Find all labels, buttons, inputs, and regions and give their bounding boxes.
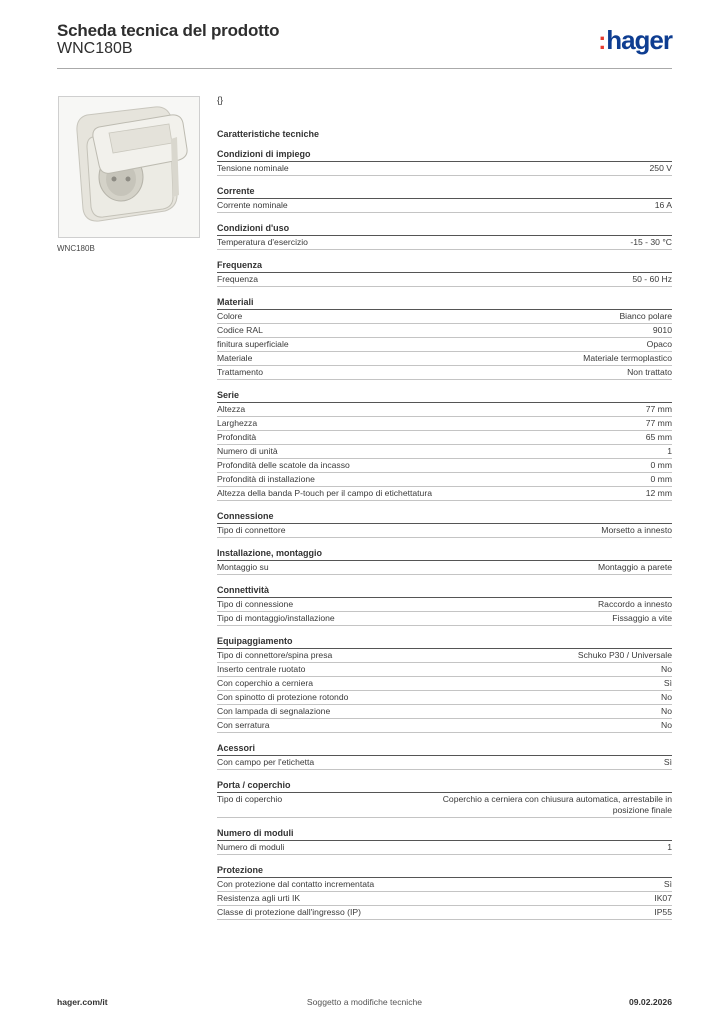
spec-label: Materiale bbox=[217, 353, 253, 363]
spec-label: Trattamento bbox=[217, 367, 264, 377]
spec-section bbox=[217, 510, 672, 538]
spec-section bbox=[217, 547, 672, 575]
section-title: Connettività bbox=[217, 584, 672, 598]
spec-value: Montaggio a parete bbox=[597, 562, 672, 572]
spec-label: finitura superficiale bbox=[217, 339, 289, 349]
spec-label: Corrente nominale bbox=[217, 200, 288, 210]
section-title: Protezione bbox=[217, 864, 672, 878]
spec-value: Sì bbox=[663, 879, 672, 889]
spec-row bbox=[217, 162, 672, 176]
page-title: Scheda tecnica del prodotto bbox=[57, 21, 280, 40]
spec-value: 16 A bbox=[654, 200, 672, 210]
spec-value: 0 mm bbox=[650, 474, 672, 484]
spec-value: Coperchio a cerniera con chiusura automatica, arrestabile in posizione finale bbox=[442, 794, 672, 815]
spec-row bbox=[217, 310, 672, 324]
spec-label: Numero di moduli bbox=[217, 842, 285, 852]
spec-label: Con campo per l'etichetta bbox=[217, 757, 315, 767]
spec-label: Tipo di connettore/spina presa bbox=[217, 650, 333, 660]
spec-row bbox=[217, 236, 672, 250]
spec-value: 9010 bbox=[652, 325, 672, 335]
page-footer bbox=[57, 997, 672, 1009]
spec-value: Fissaggio a vite bbox=[612, 613, 672, 623]
spec-row bbox=[217, 324, 672, 338]
spec-label: Colore bbox=[217, 311, 243, 321]
spec-row bbox=[217, 649, 672, 663]
spec-section bbox=[217, 389, 672, 501]
spec-row bbox=[217, 352, 672, 366]
section-title: Corrente bbox=[217, 185, 672, 199]
spec-row bbox=[217, 473, 672, 487]
spec-row bbox=[217, 338, 672, 352]
spec-label: Con coperchio a cerniera bbox=[217, 678, 314, 688]
hager-logo bbox=[598, 27, 672, 54]
spec-row bbox=[217, 663, 672, 677]
spec-value: 250 V bbox=[649, 163, 672, 173]
section-title: Equipaggiamento bbox=[217, 635, 672, 649]
section-title: Connessione bbox=[217, 510, 672, 524]
footer-note: Soggetto a modifiche tecniche bbox=[306, 997, 423, 1007]
spec-value: 0 mm bbox=[650, 460, 672, 470]
spec-label: Con protezione dal contatto incrementata bbox=[217, 879, 375, 889]
spec-section bbox=[217, 584, 672, 626]
section-title: Materiali bbox=[217, 296, 672, 310]
page-header bbox=[57, 20, 672, 70]
spec-sections bbox=[217, 148, 672, 920]
braces-text: {} bbox=[217, 95, 224, 105]
spec-label: Tensione nominale bbox=[217, 163, 289, 173]
spec-section bbox=[217, 864, 672, 920]
spec-row bbox=[217, 612, 672, 626]
spec-content bbox=[217, 93, 672, 929]
spec-row bbox=[217, 445, 672, 459]
spec-row bbox=[217, 598, 672, 612]
spec-label: Numero di unità bbox=[217, 446, 278, 456]
section-title: Condizioni d'uso bbox=[217, 222, 672, 236]
spec-row bbox=[217, 431, 672, 445]
spec-section bbox=[217, 222, 672, 250]
spec-label: Tipo di connettore bbox=[217, 525, 286, 535]
spec-label: Altezza bbox=[217, 404, 246, 414]
spec-row bbox=[217, 677, 672, 691]
spec-row bbox=[217, 793, 672, 818]
spec-row bbox=[217, 459, 672, 473]
spec-label: Frequenza bbox=[217, 274, 259, 284]
product-image bbox=[58, 96, 200, 238]
footer-website: hager.com/it bbox=[57, 997, 108, 1007]
spec-row bbox=[217, 691, 672, 705]
spec-value: Bianco polare bbox=[619, 311, 672, 321]
spec-label: Larghezza bbox=[217, 418, 258, 428]
spec-label: Inserto centrale ruotato bbox=[217, 664, 306, 674]
spec-value: 12 mm bbox=[645, 488, 672, 498]
spec-section bbox=[217, 148, 672, 176]
spec-value: Opaco bbox=[646, 339, 672, 349]
spec-row bbox=[217, 561, 672, 575]
spec-value: No bbox=[661, 720, 672, 730]
spec-label: Con lampada di segnalazione bbox=[217, 706, 331, 716]
section-title: Condizioni di impiego bbox=[217, 148, 672, 162]
section-title: Installazione, montaggio bbox=[217, 547, 672, 561]
spec-label: Con spinotto di protezione rotondo bbox=[217, 692, 349, 702]
section-title: Numero di moduli bbox=[217, 827, 672, 841]
spec-row bbox=[217, 705, 672, 719]
spec-label: Temperatura d'esercizio bbox=[217, 237, 308, 247]
spec-value: Sì bbox=[663, 757, 672, 767]
spec-row bbox=[217, 199, 672, 213]
section-title: Porta / coperchio bbox=[217, 779, 672, 793]
spec-row bbox=[217, 417, 672, 431]
header-divider bbox=[57, 68, 672, 69]
spec-row bbox=[217, 273, 672, 287]
spec-label: Montaggio su bbox=[217, 562, 269, 572]
spec-value: Morsetto a innesto bbox=[601, 525, 672, 535]
spec-value: 77 mm bbox=[645, 418, 672, 428]
spec-value: No bbox=[661, 664, 672, 674]
spec-row bbox=[217, 403, 672, 417]
spec-section bbox=[217, 635, 672, 733]
spec-row bbox=[217, 756, 672, 770]
spec-section bbox=[217, 296, 672, 380]
spec-label: Codice RAL bbox=[217, 325, 263, 335]
spec-label: Classe di protezione dall'ingresso (IP) bbox=[217, 907, 361, 917]
spec-value: 77 mm bbox=[645, 404, 672, 414]
spec-section bbox=[217, 259, 672, 287]
spec-row bbox=[217, 878, 672, 892]
product-code: WNC180B bbox=[57, 40, 133, 57]
spec-heading: Caratteristiche tecniche bbox=[217, 129, 320, 139]
spec-value: 50 - 60 Hz bbox=[632, 274, 672, 284]
spec-label: Profondità delle scatole da incasso bbox=[217, 460, 350, 470]
spec-row bbox=[217, 906, 672, 920]
spec-value: -15 - 30 °C bbox=[630, 237, 672, 247]
section-title: Serie bbox=[217, 389, 672, 403]
spec-value: 65 mm bbox=[645, 432, 672, 442]
spec-label: Profondità bbox=[217, 432, 257, 442]
spec-value: No bbox=[661, 692, 672, 702]
spec-row bbox=[217, 366, 672, 380]
spec-row bbox=[217, 524, 672, 538]
spec-row bbox=[217, 487, 672, 501]
spec-value: 1 bbox=[667, 842, 672, 852]
spec-value: 1 bbox=[667, 446, 672, 456]
spec-value: Schuko P30 / Universale bbox=[577, 650, 672, 660]
spec-label: Resistenza agli urti IK bbox=[217, 893, 301, 903]
spec-label: Con serratura bbox=[217, 720, 270, 730]
spec-value: No bbox=[661, 706, 672, 716]
section-title: Frequenza bbox=[217, 259, 672, 273]
image-caption: WNC180B bbox=[57, 244, 95, 253]
spec-section bbox=[217, 827, 672, 855]
spec-row bbox=[217, 892, 672, 906]
spec-value: Sì bbox=[663, 678, 672, 688]
spec-label: Tipo di connessione bbox=[217, 599, 294, 609]
spec-label: Profondità di installazione bbox=[217, 474, 315, 484]
socket-illustration-icon bbox=[59, 97, 199, 237]
spec-value: IK07 bbox=[654, 893, 672, 903]
spec-value: IP55 bbox=[654, 907, 672, 917]
spec-label: Tipo di coperchio bbox=[217, 794, 283, 804]
spec-section bbox=[217, 185, 672, 213]
spec-label: Altezza della banda P-touch per il campo di etichettatura bbox=[217, 488, 432, 498]
section-title: Acessori bbox=[217, 742, 672, 756]
spec-row bbox=[217, 719, 672, 733]
spec-value: Raccordo a innesto bbox=[597, 599, 672, 609]
spec-value: Materiale termoplastico bbox=[583, 353, 672, 363]
logo-text: hager bbox=[606, 25, 672, 55]
logo-colon-icon: : bbox=[598, 28, 606, 55]
spec-section bbox=[217, 742, 672, 770]
spec-label: Tipo di montaggio/installazione bbox=[217, 613, 335, 623]
footer-date: 09.02.2026 bbox=[628, 997, 672, 1007]
spec-row bbox=[217, 841, 672, 855]
spec-value: Non trattato bbox=[627, 367, 672, 377]
spec-section bbox=[217, 779, 672, 818]
